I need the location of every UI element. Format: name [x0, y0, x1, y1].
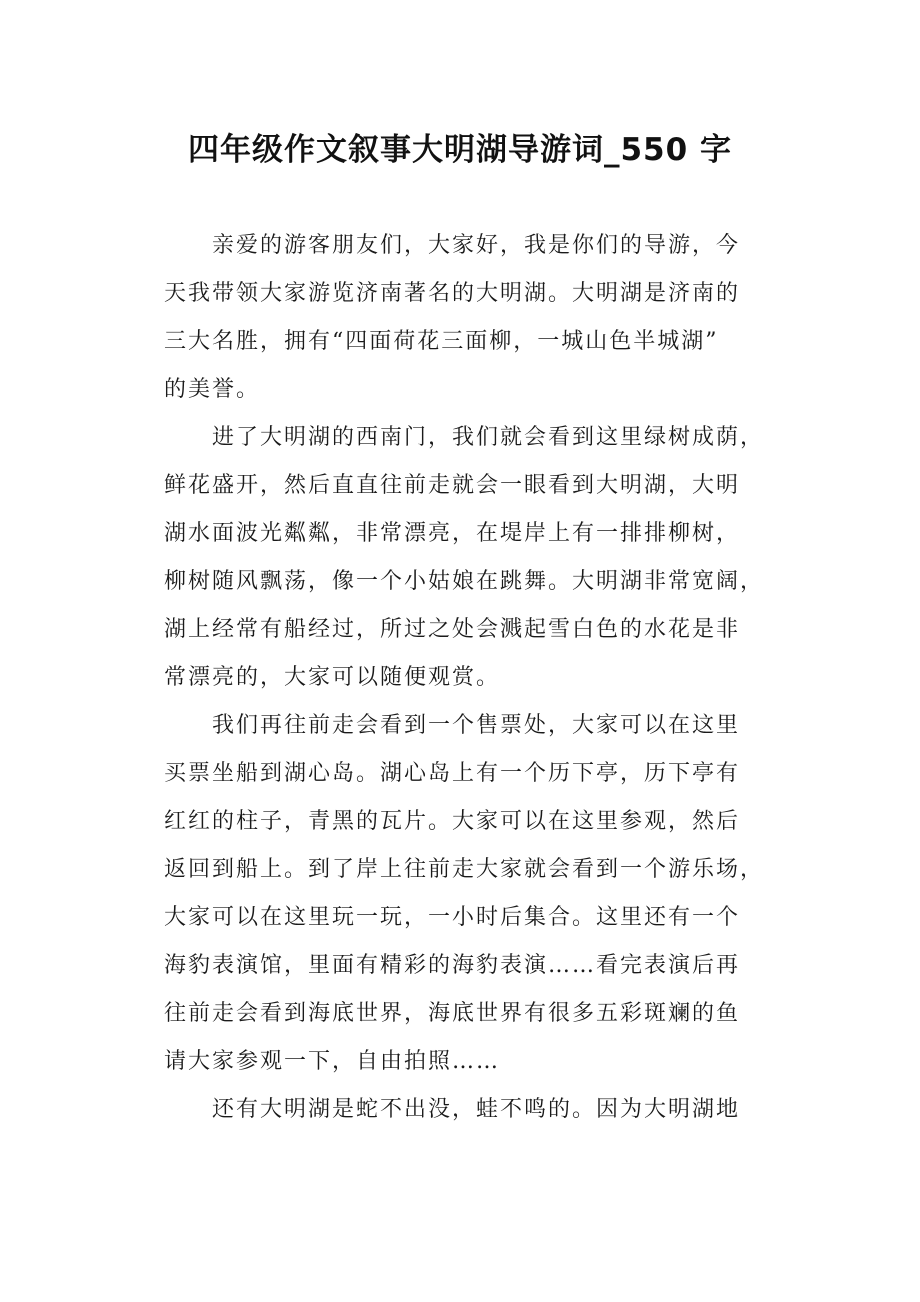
- paragraph-2-line-1: 进了大明湖的西南门，我们就会看到这里绿树成荫，: [212, 425, 765, 450]
- paragraph-2-line-6: 常漂亮的，大家可以随便观赏。: [164, 665, 501, 690]
- paragraph-3-line-7: 往前走会看到海底世界，海底世界有很多五彩斑斓的鱼: [164, 1001, 741, 1026]
- paragraph-3-line-2: 买票坐船到湖心岛。湖心岛上有一个历下亭，历下亭有: [164, 761, 741, 786]
- paragraph-2-line-3: 湖水面波光粼粼，非常漂亮，在堤岸上有一排排柳树，: [164, 521, 741, 546]
- paragraph-1-line-4: 的美誉。: [164, 377, 261, 402]
- paragraph-2-line-5: 湖上经常有船经过，所过之处会溅起雪白色的水花是非: [164, 617, 741, 642]
- paragraph-2-line-2: 鲜花盛开，然后直直往前走就会一眼看到大明湖，大明: [164, 473, 741, 498]
- paragraph-2-line-4: 柳树随风飘荡，像一个小姑娘在跳舞。大明湖非常宽阔，: [164, 569, 765, 594]
- paragraph-4-line-1: 还有大明湖是蛇不出没，蛙不鸣的。因为大明湖地: [212, 1097, 741, 1122]
- paragraph-3-line-3: 红红的柱子，青黑的瓦片。大家可以在这里参观，然后: [164, 809, 741, 834]
- paragraph-3-line-5: 大家可以在这里玩一玩，一小时后集合。这里还有一个: [164, 905, 741, 930]
- paragraph-3-line-4: 返回到船上。到了岸上往前走大家就会看到一个游乐场，: [164, 857, 765, 882]
- paragraph-1-line-1: 亲爱的游客朋友们，大家好，我是你们的导游，今: [212, 233, 741, 258]
- paragraph-1-line-2: 天我带领大家游览济南著名的大明湖。大明湖是济南的: [164, 281, 741, 306]
- paragraph-3-line-6: 海豹表演馆，里面有精彩的海豹表演……看完表演后再: [164, 953, 741, 978]
- document-title: 四年级作文叙事大明湖导游词_550 字: [187, 132, 732, 168]
- paragraph-1-line-3: 三大名胜，拥有“四面荷花三面柳，一城山色半城湖”: [164, 329, 719, 354]
- paragraph-3-line-1: 我们再往前走会看到一个售票处，大家可以在这里: [212, 713, 741, 738]
- document-body: [164, 222, 764, 1134]
- paragraph-3-line-8: 请大家参观一下，自由拍照……: [164, 1049, 501, 1074]
